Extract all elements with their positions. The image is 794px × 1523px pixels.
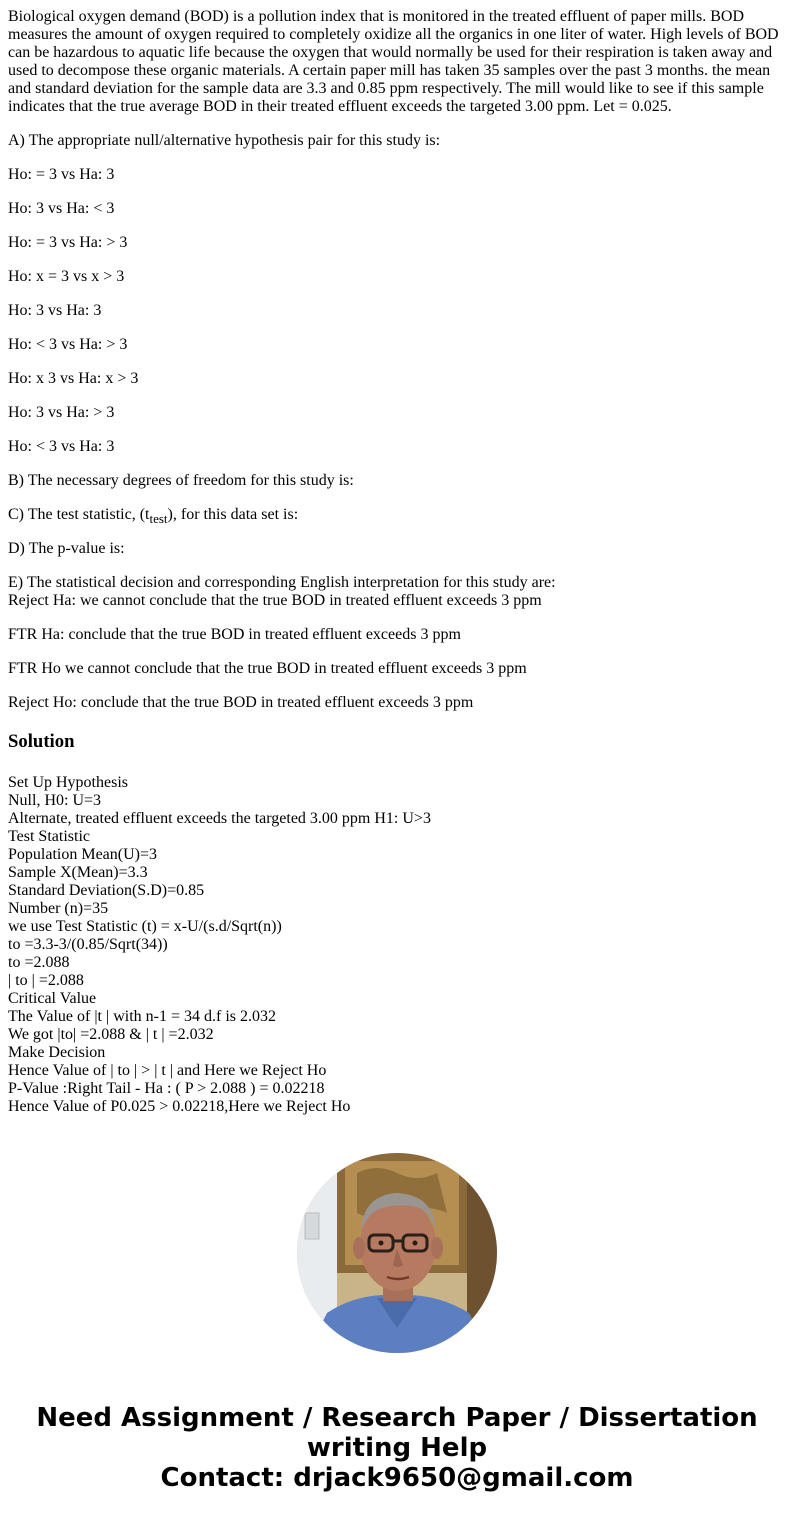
promo-banner: [0, 1403, 794, 1493]
solution-line: Null, H0: U=3: [8, 792, 102, 809]
hypothesis-option: Ho: x 3 vs Ha: x > 3: [8, 370, 139, 387]
hypothesis-option: Ho: = 3 vs Ha: 3: [8, 166, 115, 183]
solution-line: we use Test Statistic (t) = x-U/(s.d/Sqrt(n)): [8, 918, 282, 935]
hypothesis-option: Ho: x = 3 vs x > 3: [8, 268, 125, 285]
decision-option: FTR Ha: conclude that the true BOD in treated effluent exceeds 3 ppm: [8, 626, 461, 643]
solution-line: Critical Value: [8, 990, 97, 1007]
decision-option: Reject Ho: conclude that the true BOD in treated effluent exceeds 3 ppm: [8, 694, 474, 711]
solution-line: Population Mean(U)=3: [8, 846, 157, 863]
part-a-prompt: A) The appropriate null/alternative hypothesis pair for this study is:: [8, 132, 441, 149]
part-d-prompt: D) The p-value is:: [8, 540, 125, 557]
hypothesis-option: Ho: < 3 vs Ha: > 3: [8, 336, 128, 353]
hypothesis-option: Ho: < 3 vs Ha: 3: [8, 438, 115, 455]
part-c-suffix: ), for this data set is:: [167, 506, 299, 523]
solution-line: P-Value :Right Tail - Ha : ( P > 2.088 ) = 0.02218: [8, 1080, 325, 1097]
part-e-prompt: E) The statistical decision and corresponding English interpretation for this study are:: [8, 574, 556, 591]
author-portrait-image: [297, 1153, 497, 1353]
decision-option: Reject Ha: we cannot conclude that the true BOD in treated effluent exceeds 3 ppm: [8, 592, 542, 609]
solution-line: We got |to| =2.088 & | t | =2.032: [8, 1026, 214, 1043]
solution-line: Hence Value of | to | > | t | and Here we Reject Ho: [8, 1062, 327, 1079]
hypothesis-option: Ho: 3 vs Ha: > 3: [8, 404, 115, 421]
author-avatar: [297, 1153, 497, 1353]
decision-option: FTR Ho we cannot conclude that the true BOD in treated effluent exceeds 3 ppm: [8, 660, 527, 677]
solution-line: Sample X(Mean)=3.3: [8, 864, 148, 881]
promo-line-1: Need Assignment / Research Paper / Dissertation: [36, 1403, 758, 1433]
solution-line: Set Up Hypothesis: [8, 774, 128, 791]
part-b-prompt: B) The necessary degrees of freedom for this study is:: [8, 472, 354, 489]
part-c-subscript: test: [149, 511, 168, 526]
solution-body: [8, 774, 786, 1116]
hypothesis-option: Ho: = 3 vs Ha: > 3: [8, 234, 128, 251]
solution-line: Number (n)=35: [8, 900, 109, 917]
solution-line: The Value of |t | with n-1 = 34 d.f is 2.032: [8, 1008, 276, 1025]
solution-line: to =3.3-3/(0.85/Sqrt(34)): [8, 936, 168, 953]
solution-line: Standard Deviation(S.D)=0.85: [8, 882, 205, 899]
hypothesis-option: Ho: 3 vs Ha: 3: [8, 302, 102, 319]
promo-line-2: writing Help: [306, 1433, 488, 1463]
promo-contact-line: Contact: drjack9650@gmail.com: [160, 1463, 634, 1493]
hypothesis-option: Ho: 3 vs Ha: < 3: [8, 200, 115, 217]
solution-line: Hence Value of P0.025 > 0.02218,Here we Reject Ho: [8, 1098, 351, 1115]
solution-line: Alternate, treated effluent exceeds the targeted 3.00 ppm H1: U>3: [8, 810, 431, 827]
document-body: [8, 8, 786, 1116]
question-intro: Biological oxygen demand (BOD) is a pollution index that is monitored in the treated effluent of paper mills. BOD measures the amount of oxygen required to completely oxidize all the organics in one liter of water. High levels of BOD can be hazardous to aquatic life because the oxygen that would normally be used for their respiration is taken away and used to decompose these organic materials. A certain paper mill has taken 35 samples over the past 3 months. the mean and standard deviation for the sample data are 3.3 and 0.85 ppm respectively. The mill would like to see if this sample indicates that the true average BOD in their treated effluent exceeds the targeted 3.00 ppm. Let = 0.025.: [8, 8, 779, 115]
solution-line: | to | =2.088: [8, 972, 84, 989]
solution-heading: Solution: [8, 731, 75, 752]
part-c-prompt: [8, 506, 786, 524]
solution-line: to =2.088: [8, 954, 70, 971]
solution-line: Test Statistic: [8, 828, 90, 845]
hypothesis-options: [8, 166, 786, 456]
decision-options: [8, 592, 786, 712]
part-c-prefix: C) The test statistic, (t: [8, 506, 150, 523]
solution-line: Make Decision: [8, 1044, 106, 1061]
